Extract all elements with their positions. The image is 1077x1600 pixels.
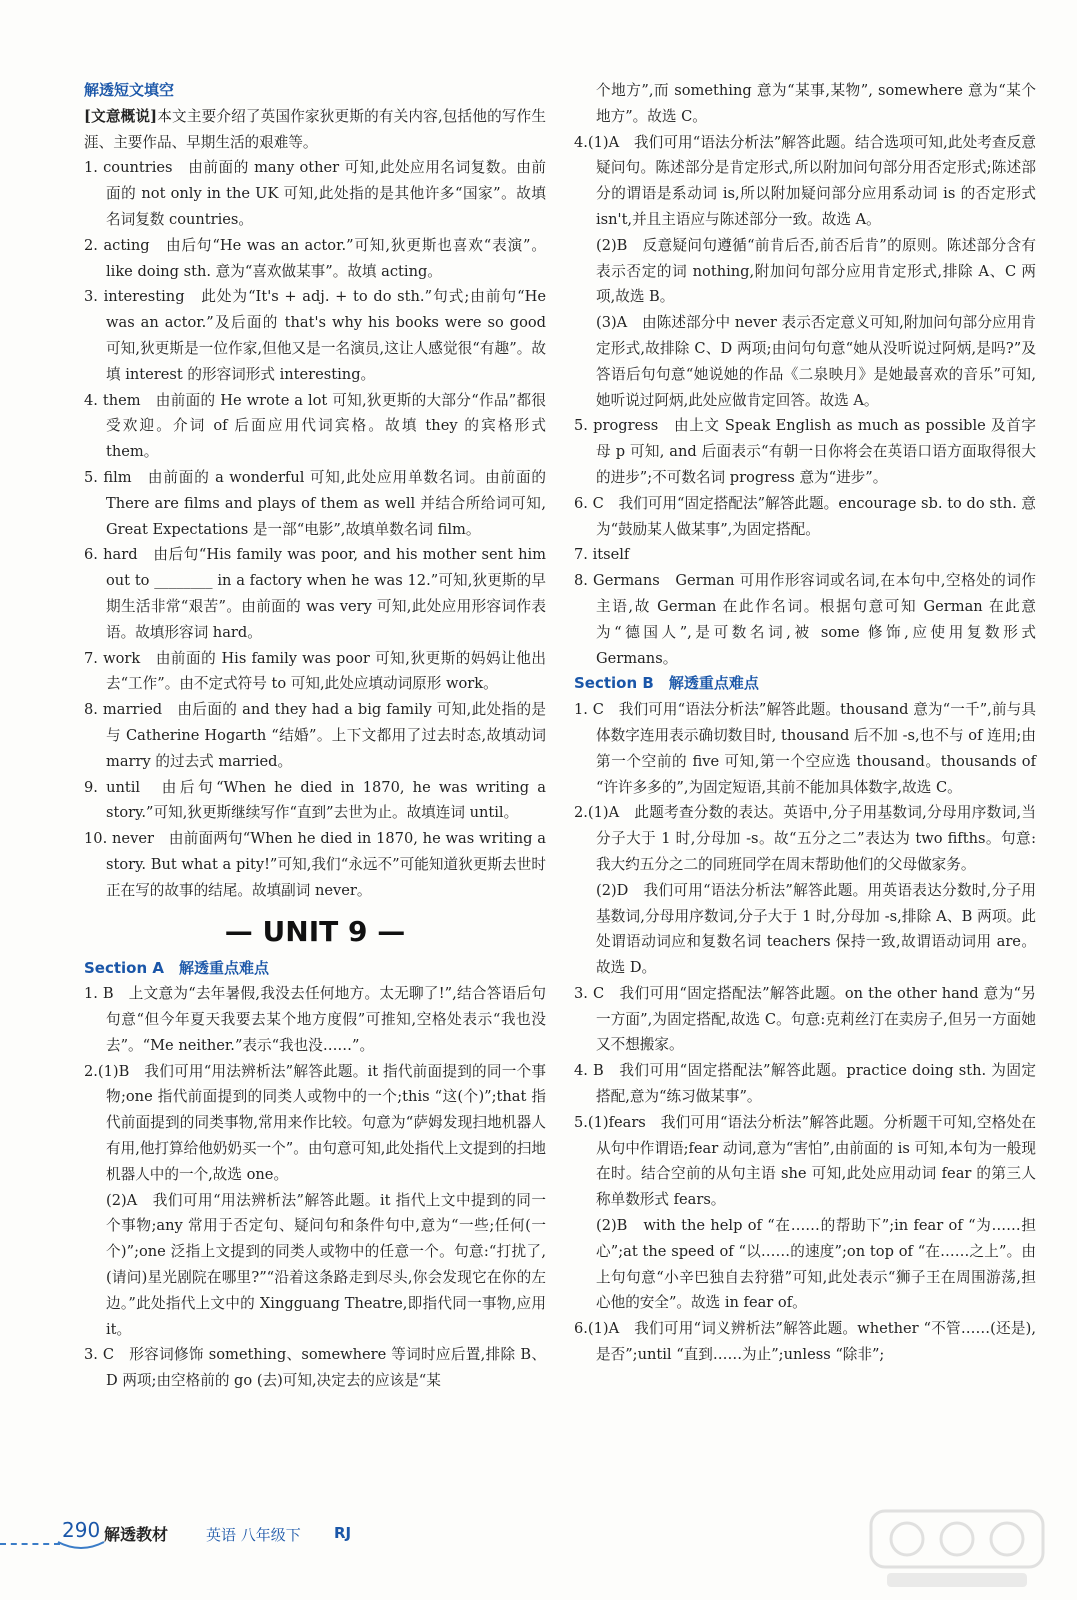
list-item: 6. C 我们可用“固定搭配法”解答此题。encourage sb. to do sth. 意为“鼓励某人做某事”,为固定搭配。 [574, 494, 1036, 538]
unit-title: — UNIT 9 — [224, 914, 406, 948]
list-item: 1. countries 由前面的 many other 可知,此处应用名词复数。由前面的 not only in the UK 可知,此处指的是其他许多“国家”。故填名词复数 countries。 [84, 159, 546, 228]
list-item: 5. film 由前面的 a wonderful 可知,此处应用单数名词。由前面的 There are films and plays of them as well 并结合所给词可知, Great Expectations 是一部“电影”,故填单数名词 film。 [84, 468, 546, 538]
list-item: 4. B 我们可用“固定搭配法”解答此题。practice doing sth. 为固定搭配,意为“练习做某事”。 [574, 1062, 1036, 1106]
sub-item: (2)B with the help of “在……的帮助下”;in fear of “为……担心”;at the speed of “以……的速度”;on top of “在……之上”。由上句句意“小辛巴独自去狩猎”可知,此处表示“狮子王在周围游荡,担心他的安全”。故选 in fear of。 [596, 1217, 1036, 1312]
list-item: 3. interesting 此处为“It's + adj. + to do sth.”句式;由前句“He was an actor.”及后面的 that's why his books were so good 可知,狄更斯是一位作家,但他又是一名演员,这让人感觉很“有趣”。故填 interest 的形容词形式 interesting。 [84, 288, 546, 383]
list-item: 3. C 形容词修饰 something、somewhere 等词时应后置,排除 B、D 两项;由空格前的 go (去)可知,决定去的应该是“某 [84, 1346, 546, 1390]
section-b-header [574, 671, 1036, 697]
left-column [84, 78, 546, 1394]
list-item: 8. Germans German 可用作形容词或名词,在本句中,空格处的词作主语,故 German 在此作名词。根据句意可知 German 在此意为“德国人”,是可数名词,被 some 修饰,应使用复数形式 Germans。 [574, 572, 1036, 667]
list-item: 9. until 由后句“When he died in 1870, he was writing a story.”可知,狄更斯继续写作“直到”去世为止。故填连词 until。 [84, 778, 546, 822]
list-item: 4.(1)A 我们可用“语法分析法”解答此题。结合选项可知,此处考查反意疑问句。陈述部分是肯定形式,所以附加问句部分用否定形式;陈述部分的谓语是系动词 is,所以附加疑问部分应用系动词 is 的否定形式 isn't,并且主语应与陈述部分一致。故选 A。 [574, 133, 1036, 228]
footer-dashed-line [0, 1543, 60, 1545]
sub-item: (2)D 我们可用“语法分析法”解答此题。用英语表达分数时,分子用基数词,分母用序数词,分子大于 1 时,分母加 -s,排除 A、B 两项。此处谓语动词应和复数名词 teachers 保持一致,故谓语动词用 are。故选 D。 [596, 881, 1036, 977]
list-item: 6. hard 由后句“His family was poor, and his mother sent him out to ________ in a factory when he was 12.”可知,狄更斯的早期生活非常“艰苦”。由前面的 was very 可知,此处应用形容词作表语。故填形容词 hard。 [84, 546, 546, 641]
list-item: 7. itself [574, 546, 630, 564]
list-item: 1. B 上文意为“去年暑假,我没去任何地方。太无聊了!”,结合答语后句句意“但今年夏天我要去某个地方度假”可推知,空格处表示“我也没去”。“Me neither.”表示“我也没……”。 [84, 985, 546, 1054]
subject-label: 英语 八年级下 [206, 1526, 301, 1544]
page-number: 290 [62, 1518, 101, 1542]
list-item: 2. acting 由后句“He was an actor.”可知,狄更斯也喜欢“表演”。like doing sth. 意为“喜欢做某事”。故填 acting。 [84, 236, 546, 280]
list-item: 2.(1)B 我们可用“用法辨析法”解答此题。it 指代前面提到的同一个事物;one 指代前面提到的同类人或物中的一个;this “这(个)”;that 指代前面提到的同类事物,常用来作比较。句意为“萨姆发现扫地机器人有用,他打算给他奶奶买一个”。由句意可知,此处指代上文提到的扫地机器人中的一个,故选 one。 [84, 1062, 546, 1183]
section-b-label: Section B [574, 674, 654, 693]
list-item: 2.(1)A 此题考查分数的表达。英语中,分子用基数词,分母用序数词,当分子大于 1 时,分母加 -s。故“五分之二”表达为 two fifths。句意:我大约五分之二的同班同学在周末帮助他们的父母做家务。 [574, 804, 1036, 873]
book-name: 解透教材 [104, 1525, 169, 1544]
summary-tag: [文意概说] [84, 107, 158, 125]
summary-text: 本文主要介绍了英国作家狄更斯的有关内容,包括他的写作生涯、主要作品、早期生活的艰难等。 [84, 107, 546, 151]
edition-label: RJ [334, 1524, 352, 1542]
summary-paragraph [84, 104, 546, 156]
section-a-list [84, 981, 546, 1187]
section-a-header [84, 956, 546, 982]
sub-item: (2)A 我们可用“用法辨析法”解答此题。it 指代上文中提到的同一个事物;any 常用于否定句、疑问句和条件句中,意为“一些;任何(一个)”;one 泛指上文提到的同类人或物中的任意一个。句意:“打扰了,(请问)星光剧院在哪里?”“沿着这条路走到尽头,你会发现它在你的左边。”此处指代上文中的 Xingguang Theatre,即指代同一事物,应用 it。 [106, 1191, 546, 1338]
section-a-label: Section A [84, 958, 164, 977]
section-a-continued-list [574, 130, 1036, 672]
list-item: 5.(1)fears 我们可用“语法分析法”解答此题。分析题干可知,空格处在从句中作谓语;fear 动词,意为“害怕”,由前面的 is 可知,本句为一般现在时。结合空前的从句主语 she 可知,此处应用动词 fear 的第三人称单数形式 fears。 [574, 1113, 1036, 1209]
list-item: 1. C 我们可用“语法分析法”解答此题。thousand 意为“一千”,前与具体数字连用表示确切数目时, thousand 后不加 -s,也不与 of 连用;由第一个空前的 five 可知,第一个空应选 thousand。thousands of “许许多多的”,为固定短语,其前不能加具体数字,故选 C。 [574, 701, 1036, 796]
watermark-logo-icon [867, 1505, 1047, 1595]
continued-text: 个地方”,而 something 意为“某事,某物”, somewhere 意为“某个地方”。故选 C。 [596, 82, 1036, 125]
section-a-title: 解透重点难点 [179, 958, 270, 977]
list-item: 6.(1)A 我们可用“词义辨析法”解答此题。whether “不管……(还是),是否”;until “直到……为止”;unless “除非”; [574, 1320, 1036, 1364]
sub-item: (3)A 由陈述部分中 never 表示否定意义可知,附加问句部分应用肯定形式,故排除 C、D 两项;由问句句意“她从没听说过阿炳,是吗?”及答语后句句意“她说她的作品《二泉映月》是她最喜欢的音乐”可知,她听说过阿炳,此处应做肯定回答。故选 A。 [596, 314, 1036, 409]
list-item: 7. work 由前面的 His family was poor 可知,狄更斯的妈妈让他出去“工作”。由不定式符号 to 可知,此处应填动词原形 work。 [84, 649, 546, 693]
section-b-title: 解透重点难点 [668, 674, 759, 693]
right-column [574, 78, 1036, 1368]
list-item: 3. C 我们可用“固定搭配法”解答此题。on the other hand 意为“另一方面”,为固定搭配,故选 C。句意:克莉丝汀在卖房子,但另一方面她又不想搬家。 [574, 984, 1036, 1054]
list-item: 8. married 由后面的 and they had a big family 可知,此处指的是与 Catherine Hogarth “结婚”。上下文都用了过去时态,故填动词 marry 的过去式 married。 [84, 701, 546, 770]
list-item: 5. progress 由上文 Speak English as much as possible 及首字母 p 可知, and 后面表示“有朝一日你将会在英语口语方面取得很大的进步”;不可数名词 progress 意为“进步”。 [574, 417, 1036, 486]
section-title: 解透短文填空 [84, 81, 175, 99]
section-b-list [574, 697, 1036, 1368]
list-item: 10. never 由前面两句“When he died in 1870, he was writing a story. But what a pity!”可知,我们“永远不”可能知道狄更斯去世时正在写的故事的结尾。故填副词 never。 [84, 830, 546, 899]
answer-list [84, 155, 546, 903]
list-item: 4. them 由前面的 He wrote a lot 可知,狄更斯的大部分“作品”都很受欢迎。介词 of 后面应用代词宾格。故填 they 的宾格形式 them。 [84, 391, 546, 461]
section-a-sublist [84, 1188, 546, 1343]
sub-item: (2)B 反意疑问句遵循“前肯后否,前否后肯”的原则。陈述部分含有表示否定的词 nothing,附加问句部分应用肯定形式,排除 A、C 两项,故选 B。 [596, 236, 1036, 306]
